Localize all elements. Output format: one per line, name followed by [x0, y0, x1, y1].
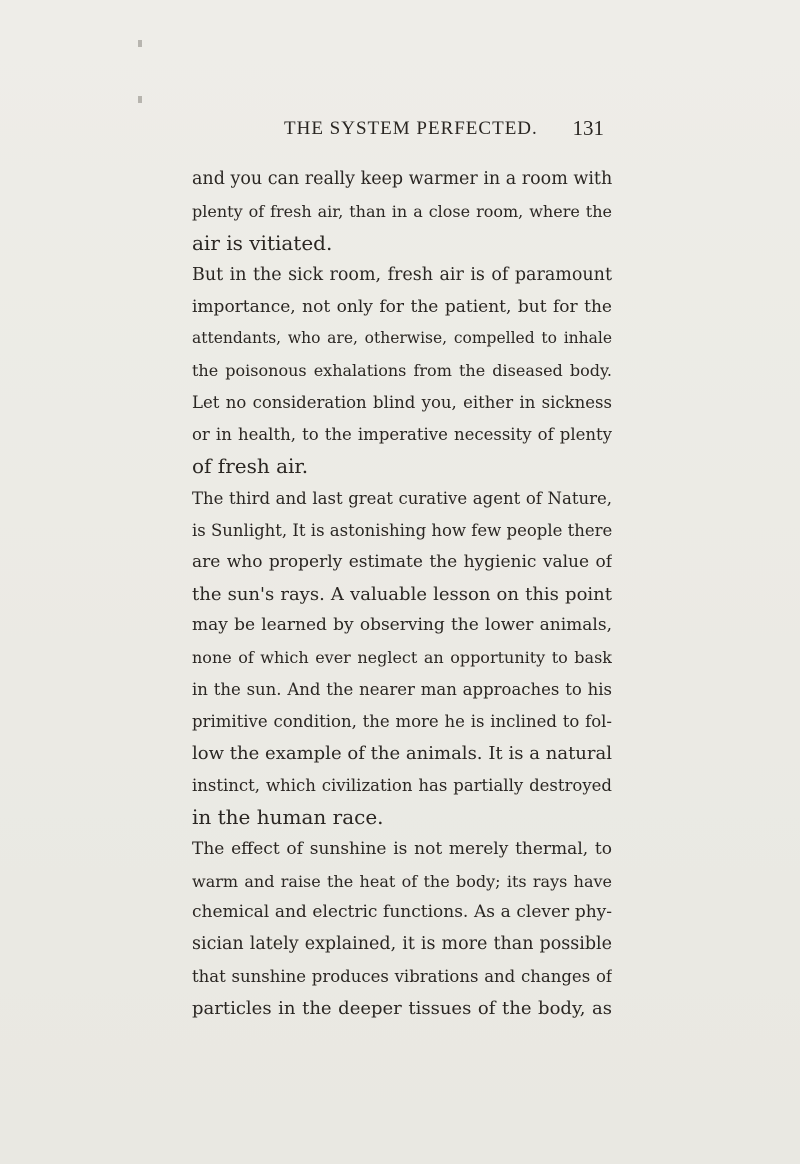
- text-line: particles in the deeper tissues of the body, as: [192, 998, 612, 1020]
- text-line: The effect of sunshine is not merely thermal, to: [192, 838, 612, 859]
- text-line: is Sunlight, It is astonishing how few people there: [192, 520, 612, 540]
- text-line: primitive condition, the more he is inclined to fol-: [192, 712, 612, 732]
- running-header: [284, 118, 604, 148]
- text-line: instinct, which civilization has partially destroyed: [192, 775, 612, 795]
- text-line: may be learned by observing the lower animals,: [192, 615, 612, 636]
- text-line: air is vitiated.: [192, 230, 333, 255]
- text-line: warm and raise the heat of the body; its rays have: [192, 871, 612, 891]
- running-head-title: THE SYSTEM PERFECTED.: [284, 118, 538, 139]
- text-line: or in health, to the imperative necessity of plenty: [192, 425, 612, 445]
- text-line: and you can really keep warmer in a room with: [192, 169, 612, 189]
- text-line: Let no consideration blind you, either in sickness: [192, 393, 612, 413]
- margin-speck: [138, 40, 142, 47]
- text-line: attendants, who are, otherwise, compelled to inhale: [192, 329, 612, 348]
- text-line: importance, not only for the patient, but for the: [192, 296, 612, 317]
- text-line: plenty of fresh air, than in a close room, where the: [192, 201, 612, 221]
- text-line: that sunshine produces vibrations and changes of: [192, 967, 612, 987]
- body-text: [192, 164, 612, 1025]
- text-line: The third and last great curative agent of Nature,: [192, 488, 612, 508]
- text-line: low the example of the animals. It is a natural: [192, 743, 612, 765]
- text-line: in the human race.: [192, 804, 384, 829]
- text-line: of fresh air.: [192, 454, 309, 479]
- margin-speck: [138, 96, 142, 103]
- text-line: But in the sick room, fresh air is of paramount: [192, 264, 612, 285]
- text-line: none of which ever neglect an opportunity to bask: [192, 648, 612, 668]
- text-line: the sun's rays. A valuable lesson on this point: [192, 583, 612, 605]
- text-line: are who properly estimate the hygienic value of: [192, 551, 612, 572]
- page-number: 131: [572, 116, 604, 140]
- text-line: chemical and electric functions. As a clever phy-: [192, 902, 612, 923]
- text-line: in the sun. And the nearer man approaches to his: [192, 680, 612, 700]
- text-line: the poisonous exhalations from the diseased body.: [192, 361, 612, 381]
- text-line: sician lately explained, it is more than possible: [192, 934, 612, 955]
